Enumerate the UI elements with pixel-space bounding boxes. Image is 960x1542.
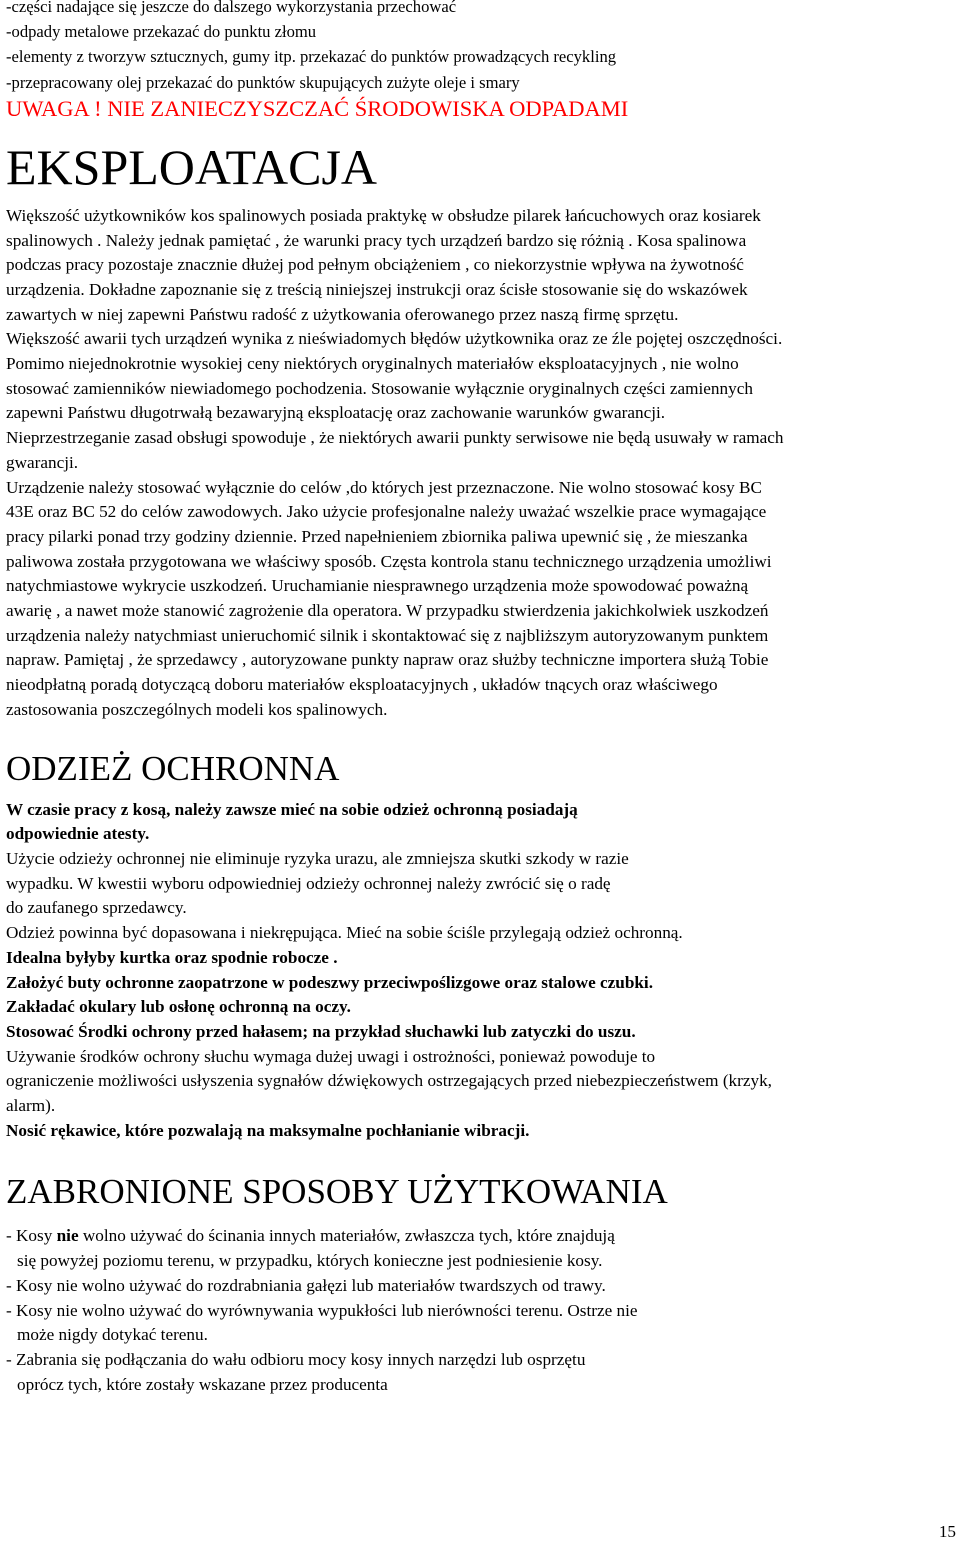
environment-warning: UWAGA ! NIE ZANIECZYSZCZAĆ ŚRODOWISKA ODPADAMI xyxy=(6,95,629,121)
paragraph-line: napraw. Pamiętaj , że sprzedawcy , autoryzowane punkty napraw oraz służby techniczne importera służą Tobie xyxy=(6,650,769,670)
paragraph-line: Zakładać okulary lub osłonę ochronną na oczy. xyxy=(6,997,351,1017)
paragraph-line: Nieprzestrzeganie zasad obsługi spowoduje , że niektórych awarii punkty serwisowe nie będą usuwały w ramach xyxy=(6,428,784,448)
paragraph-line: 43E oraz BC 52 do celów zawodowych. Jako użycie profesjonalne należy uważać wszelkie prace wymagające xyxy=(6,502,767,522)
paragraph-line: zawartych w niej zapewni Państwu radość z użytkowania oferowanego przez naszą firmę sprzętu. xyxy=(6,304,679,324)
paragraph-line: Pomimo niejednokrotnie wysokiej ceny niektórych oryginalnych materiałów eksploatacyjnych , nie wolno xyxy=(6,354,739,374)
paragraph-line: podczas pracy pozostaje znacznie dłużej pod pełnym obciążeniem , co niekorzystnie wpływa na żywotność xyxy=(6,255,744,275)
paragraph-line: natychmiastowe wykrycie uszkodzeń. Uruchamianie niesprawnego urządzenia może spowodować poważną xyxy=(6,576,749,596)
paragraph-line: Stosować Środki ochrony przed hałasem; na przykład słuchawki lub zatyczki do uszu. xyxy=(6,1021,636,1041)
section-heading-odziez-ochronna: ODZIEŻ OCHRONNA xyxy=(6,748,340,788)
paragraph-line: Nosić rękawice, które pozwalają na maksymalne pochłanianie wibracji. xyxy=(6,1120,530,1140)
paragraph-line: do zaufanego sprzedawcy. xyxy=(6,898,187,918)
list-item: -przepracowany olej przekazać do punktów skupujących zużyte oleje i smary xyxy=(6,72,520,92)
paragraph-line: Idealna byłyby kurtka oraz spodnie robocze . xyxy=(6,947,338,967)
paragraph-line: urządzenia. Dokładne zapoznanie się z treścią niniejszej instrukcji oraz ścisłe stosowanie się do wskazówek xyxy=(6,279,748,299)
paragraph-line: zastosowania poszczególnych modeli kos spalinowych. xyxy=(6,699,388,719)
paragraph-line: Urządzenie należy stosować wyłącznie do celów ,do których jest przeznaczone. Nie wolno stosować kosy BC xyxy=(6,477,762,497)
paragraph-line: Większość użytkowników kos spalinowych posiada praktykę w obsłudze pilarek łańcuchowych oraz kosiarek xyxy=(6,205,761,225)
list-item: -elementy z tworzyw sztucznych, gumy itp. przekazać do punktów prowadzących recykling xyxy=(6,47,617,67)
paragraph-line: Większość awarii tych urządzeń wynika z nieświadomych błędów użytkownika oraz ze źle pojętej oszczędności. xyxy=(6,329,783,349)
list-item: -odpady metalowe przekazać do punktu złomu xyxy=(6,22,317,42)
paragraph-line: ograniczenie możliwości usłyszenia sygnałów dźwiękowych ostrzegających przed niebezpieczeństwem (krzyk, xyxy=(6,1071,772,1091)
list-item: się powyżej poziomu terenu, w przypadku, których konieczne jest podniesienie kosy. xyxy=(17,1251,603,1271)
paragraph-line: zapewni Państwu długotrwałą bezawaryjną eksploatację oraz zachowanie warunków gwarancji. xyxy=(6,403,666,423)
list-item: -części nadające się jeszcze do dalszego wykorzystania przechować xyxy=(6,0,457,16)
paragraph-line: Założyć buty ochronne zaopatrzone w podeszwy przeciwpoślizgowe oraz stalowe czubki. xyxy=(6,972,654,992)
list-item: oprócz tych, które zostały wskazane przez producenta xyxy=(17,1374,388,1394)
paragraph-line: gwarancji. xyxy=(6,452,79,472)
page-number: 15 xyxy=(938,1522,956,1541)
eksploatacja-body xyxy=(6,204,954,723)
paragraph-line: spalinowych . Należy jednak pamiętać , że warunki pracy tych urządzeń bardzo się różnią . Kosa spalinowa xyxy=(6,230,747,250)
zabronione-body xyxy=(6,1224,954,1397)
paragraph-line: paliwowa została przygotowana we właściwy sposób. Częsta kontrola stanu technicznego urządzenia umożliwi xyxy=(6,551,772,571)
odziez-body xyxy=(6,798,954,1144)
paragraph-line: alarm). xyxy=(6,1096,56,1116)
list-item: - Kosy nie wolno używać do wyrównywania wypukłości lub nierówności terenu. Ostrze nie xyxy=(6,1300,638,1320)
list-item: - Kosy nie wolno używać do rozdrabniania gałęzi lub materiałów twardszych od trawy. xyxy=(6,1275,606,1295)
list-item: - Zabrania się podłączania do wału odbioru mocy kosy innych narzędzi lub osprzętu xyxy=(6,1349,586,1369)
paragraph-line: stosować zamienników niewiadomego pochodzenia. Stosowanie wyłącznie oryginalnych części zamiennych xyxy=(6,378,753,398)
paragraph-line: wypadku. W kwestii wyboru odpowiedniej odzieży ochronnej należy zwrócić się o radę xyxy=(6,873,611,893)
paragraph-line: Użycie odzieży ochronnej nie eliminuje ryzyka urazu, ale zmniejsza skutki szkody w razie xyxy=(6,848,629,868)
paragraph-line: W czasie pracy z kosą, należy zawsze mieć na sobie odzież ochronną posiadają xyxy=(6,799,578,819)
paragraph-line: Odzież powinna być dopasowana i niekrępująca. Mieć na sobie ściśle przylegają odzież ochronną. xyxy=(6,923,683,943)
list-item-text: wolno używać do ścinania innych materiałów, zwłaszcza tych, które znajdują xyxy=(78,1226,615,1246)
paragraph-line: pracy pilarki ponad trzy godziny dziennie. Przed napełnieniem zbiornika paliwa upewnić się , że mieszanka xyxy=(6,526,748,546)
list-item-text: - Kosy xyxy=(6,1226,57,1246)
paragraph-line: urządzenia należy natychmiast unieruchomić silnik i skontaktować się z najbliższym autoryzowanym punktem xyxy=(6,625,769,645)
paragraph-line: odpowiednie atesty. xyxy=(6,824,150,844)
paragraph-line: awarię , a nawet może stanowić zagrożenie dla operatora. W przypadku stwierdzenia jakichkolwiek uszkodzeń xyxy=(6,601,769,621)
document-page xyxy=(6,0,954,1397)
section-heading-eksploatacja: EKSPLOATACJA xyxy=(6,138,378,195)
list-item: może nigdy dotykać terenu. xyxy=(17,1325,208,1345)
emphasis-nie: nie xyxy=(56,1226,79,1246)
section-heading-zabronione: ZABRONIONE SPOSOBY UŻYTKOWANIA xyxy=(6,1172,668,1212)
paragraph-line: nieodpłatną poradą dotyczącą doboru materiałów eksploatacyjnych , układów tnących oraz właściwego xyxy=(6,675,718,695)
paragraph-line: Używanie środków ochrony słuchu wymaga dużej uwagi i ostrożności, ponieważ powoduje to xyxy=(6,1046,656,1066)
list-item xyxy=(6,1224,954,1249)
disposal-list xyxy=(6,0,954,95)
